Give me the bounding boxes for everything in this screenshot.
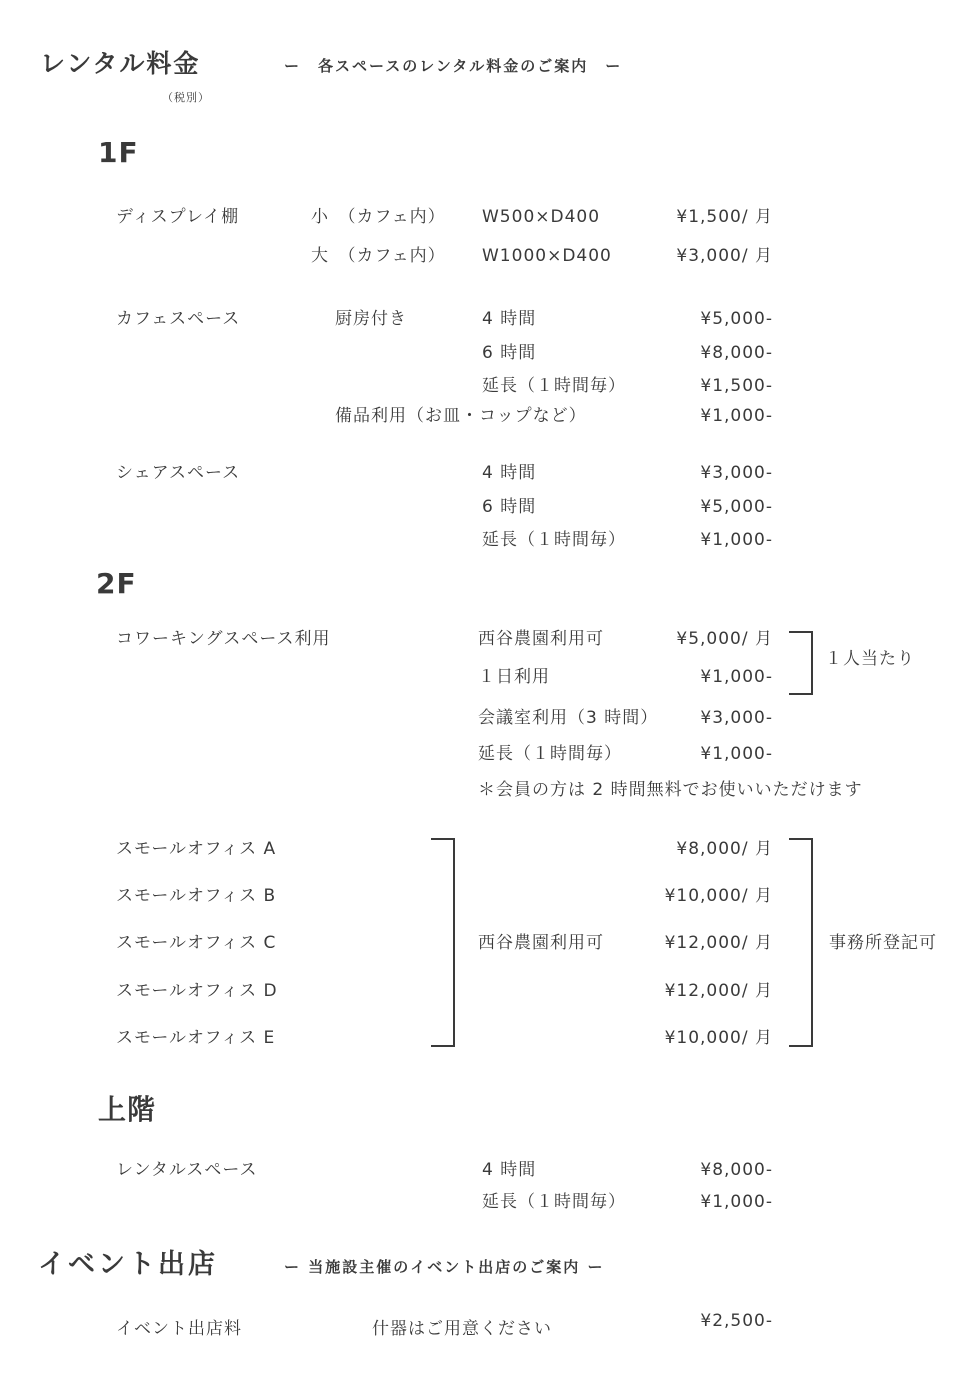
page-title: レンタル料金 xyxy=(40,49,201,78)
office-price: ¥8,000/ 月 xyxy=(676,839,773,859)
display-large-price: ¥3,000/ 月 xyxy=(676,246,773,266)
event-title: イベント出店 xyxy=(38,1249,218,1280)
cafe-kitchen-label: 厨房付き xyxy=(335,309,407,329)
office-price: ¥12,000/ 月 xyxy=(664,981,773,1001)
office-left-bracket xyxy=(431,838,455,1047)
coworking-name: コワーキングスペース利用 xyxy=(116,629,331,649)
per-person-note: １人当たり xyxy=(825,649,915,669)
share-space-name: シェアスペース xyxy=(116,463,241,483)
display-small-price: ¥1,500/ 月 xyxy=(676,207,773,227)
rental-row-label: 延長（１時間毎） xyxy=(482,1192,626,1212)
share-row-price: ¥1,000- xyxy=(700,530,773,550)
rental-space-name: レンタルスペース xyxy=(116,1160,258,1180)
cafe-row-price: ¥5,000- xyxy=(700,309,773,329)
cafe-equipment-label: 備品利用（お皿・コップなど） xyxy=(335,406,587,426)
office-name: スモールオフィス A xyxy=(116,839,277,859)
cafe-equipment-price: ¥1,000- xyxy=(700,406,773,426)
cafe-row-price: ¥8,000- xyxy=(700,343,773,363)
cafe-row-label: 6 時間 xyxy=(482,343,537,363)
event-fee-note: 什器はご用意ください xyxy=(372,1319,552,1339)
cafe-row-label: 4 時間 xyxy=(482,309,537,329)
office-name: スモールオフィス B xyxy=(116,886,277,906)
display-large-label: 大 （カフェ内） xyxy=(311,246,446,266)
coworking-row-price: ¥3,000- xyxy=(700,708,773,728)
share-row-price: ¥3,000- xyxy=(700,463,773,483)
display-small-size: W500×D400 xyxy=(482,207,601,227)
cafe-row-price: ¥1,500- xyxy=(700,376,773,396)
registration-note: 事務所登記可 xyxy=(829,933,937,953)
member-note: ＊会員の方は 2 時間無料でお使いいただけます xyxy=(478,780,863,800)
section-heading-1f: 1F xyxy=(98,136,139,169)
cafe-row-label: 延長（１時間毎） xyxy=(482,376,626,396)
share-row-label: 4 時間 xyxy=(482,463,537,483)
coworking-row-label: 西谷農園利用可 xyxy=(478,629,604,649)
page-subtitle: ー 各スペースのレンタル料金のご案内 ー xyxy=(284,57,623,75)
share-row-price: ¥5,000- xyxy=(700,497,773,517)
coworking-row-label: １日利用 xyxy=(478,667,550,687)
event-fee-price: ¥2,500- xyxy=(700,1311,773,1331)
office-price: ¥10,000/ 月 xyxy=(664,886,773,906)
office-name: スモールオフィス D xyxy=(116,981,278,1001)
rental-row-label: 4 時間 xyxy=(482,1160,537,1180)
coworking-row-label: 延長（１時間毎） xyxy=(478,744,622,764)
tax-note: （税別） xyxy=(162,91,210,104)
coworking-row-price: ¥1,000- xyxy=(700,667,773,687)
coworking-row-price: ¥5,000/ 月 xyxy=(676,629,773,649)
display-shelf-name: ディスプレイ棚 xyxy=(116,207,240,227)
event-fee-name: イベント出店料 xyxy=(116,1319,242,1339)
section-heading-2f: 2F xyxy=(96,567,137,600)
cafe-space-name: カフェスペース xyxy=(116,309,241,329)
per-person-bracket xyxy=(789,631,813,695)
display-large-size: W1000×D400 xyxy=(482,246,612,266)
office-right-bracket xyxy=(789,838,813,1047)
share-row-label: 延長（１時間毎） xyxy=(482,530,626,550)
office-price: ¥10,000/ 月 xyxy=(664,1028,773,1048)
coworking-row-label: 会議室利用（3 時間） xyxy=(478,708,659,728)
rental-row-price: ¥1,000- xyxy=(700,1192,773,1212)
coworking-row-price: ¥1,000- xyxy=(700,744,773,764)
rental-row-price: ¥8,000- xyxy=(700,1160,773,1180)
event-subtitle: ー 当施設主催のイベント出店のご案内 ー xyxy=(284,1258,605,1276)
office-name: スモールオフィス C xyxy=(116,933,277,953)
section-heading-upper: 上階 xyxy=(98,1093,157,1126)
office-price: ¥12,000/ 月 xyxy=(664,933,773,953)
office-name: スモールオフィス E xyxy=(116,1028,276,1048)
display-small-label: 小 （カフェ内） xyxy=(311,207,446,227)
office-farm-label: 西谷農園利用可 xyxy=(478,933,604,953)
share-row-label: 6 時間 xyxy=(482,497,537,517)
